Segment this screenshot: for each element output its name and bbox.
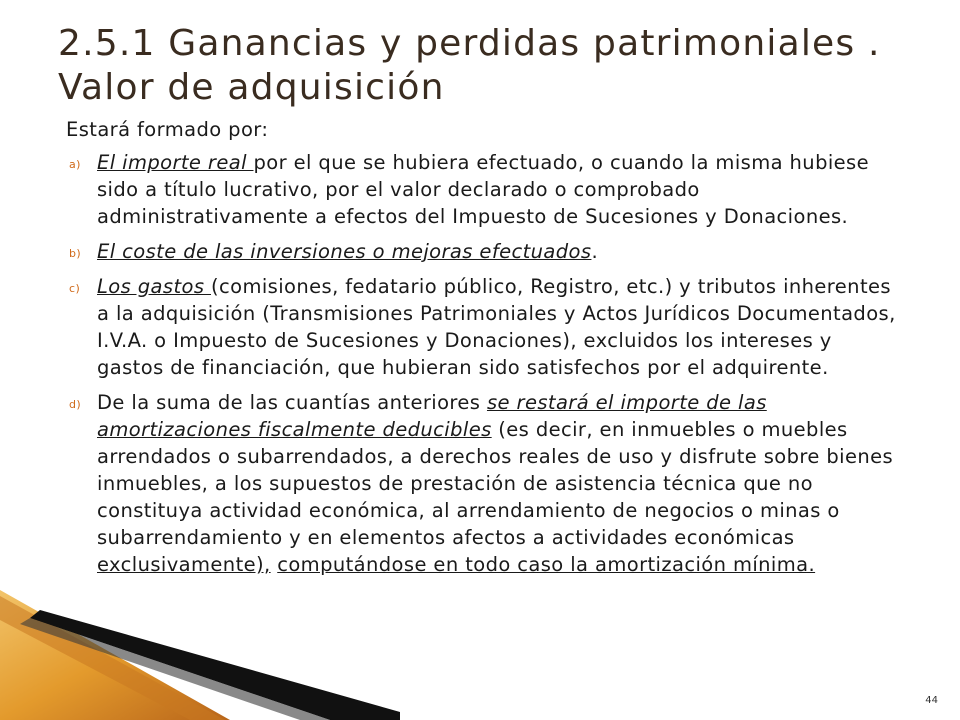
- list-marker: b): [69, 247, 82, 260]
- intro-text: Estará formado por:: [66, 118, 269, 141]
- term-gastos: Los gastos: [97, 275, 211, 298]
- item-text: .: [591, 240, 599, 263]
- list-item-a: [66, 149, 896, 230]
- term-exclusivamente: exclusivamente),: [97, 553, 271, 576]
- term-amortizaciones: se restará el importe de las amortizaciones fiscalmente deducibles: [97, 391, 767, 441]
- list-marker: a): [69, 158, 81, 171]
- term-amortizacion-minima: computándose en todo caso la amortización mínima.: [277, 553, 816, 576]
- decorative-corner-stripes: [0, 590, 400, 720]
- item-text: De la suma de las cuantías anteriores: [97, 391, 487, 414]
- list-item-b: [66, 238, 896, 265]
- slide-title: 2.5.1 Ganancias y perdidas patrimoniales . Valor de adquisición: [58, 23, 881, 108]
- term-importe-real: El importe real: [97, 151, 254, 174]
- item-text: por el que se hubiera efectuado, o cuando la misma hubiese sido a título lucrativo, por el valor declarado o comprobado administrativamente a efectos del Impuesto de Sucesiones y Donaciones.: [97, 151, 870, 228]
- list-marker: c): [69, 282, 81, 295]
- list-marker: d): [69, 398, 82, 411]
- list-item-d: [66, 389, 896, 578]
- slide-body: [66, 116, 896, 586]
- page-number: 44: [925, 695, 938, 706]
- item-text: (comisiones, fedatario público, Registro, etc.) y tributos inherentes a la adquisición (Transmisiones Patrimoniales y Actos Jurídicos Documentados, I.V.A. o Impuesto de Sucesiones y Donaciones), excluidos los intereses y gastos de financiación, que hubieran sido satisfechos por el adquirente.: [97, 275, 896, 379]
- list-item-c: [66, 273, 896, 381]
- item-text: (es decir, en inmuebles o muebles arrendados o subarrendados, a derechos reales de uso y disfrute sobre bienes inmuebles, a los supuestos de prestación de asistencia técnica que no constituya actividad económica, al arrendamiento de negocios o minas o subarrendamiento y en elementos afectos a actividades económicas: [97, 418, 894, 549]
- term-coste-inversiones: El coste de las inversiones o mejoras efectuados: [97, 240, 592, 263]
